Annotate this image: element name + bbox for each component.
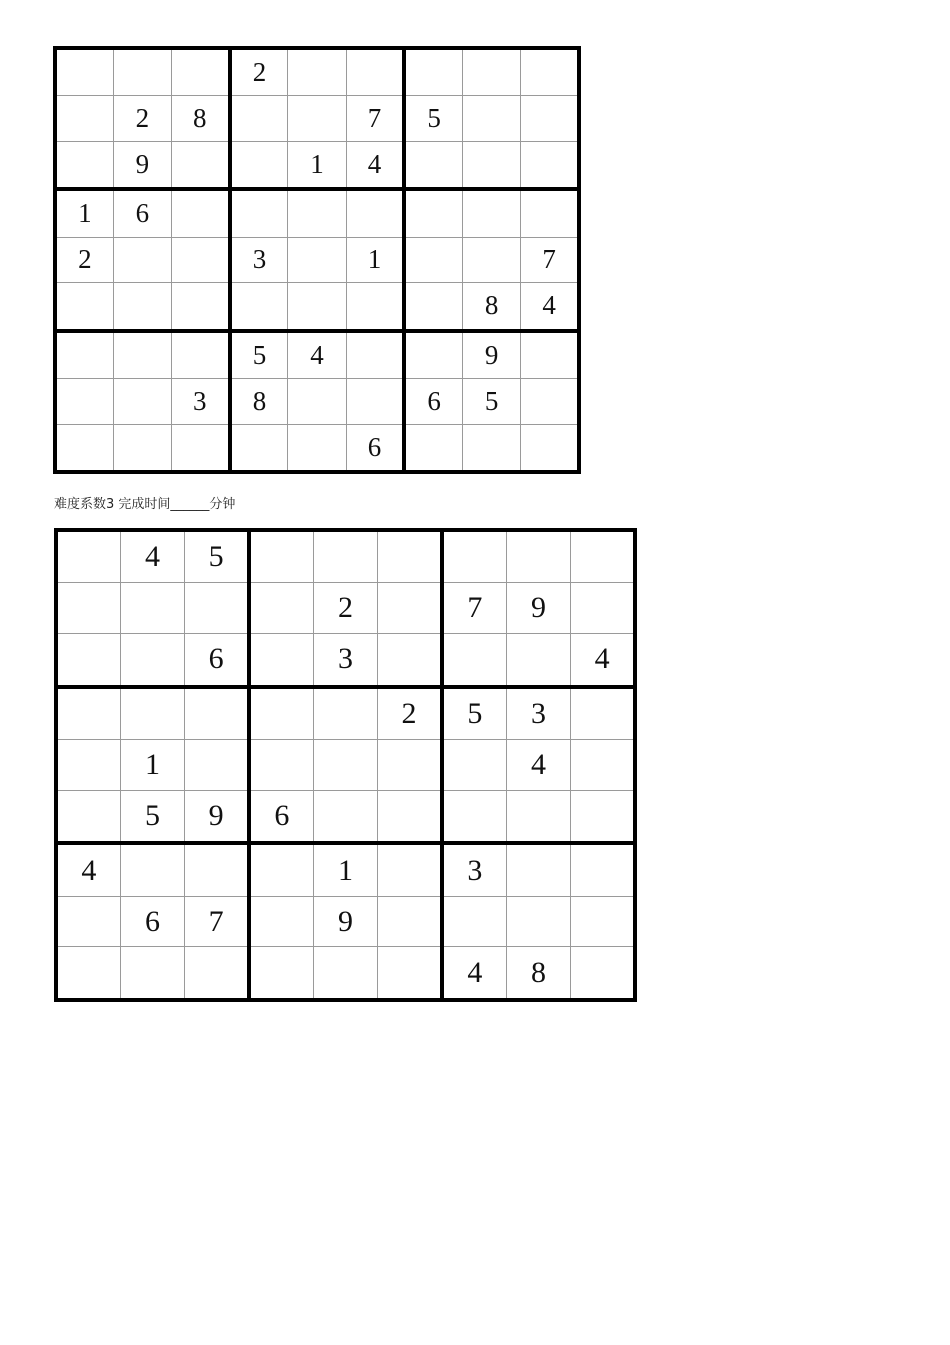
sudoku-cell xyxy=(55,283,113,331)
sudoku-cell xyxy=(56,583,120,634)
sudoku-cell xyxy=(113,48,171,96)
sudoku-cell: 4 xyxy=(442,947,506,1000)
sudoku-cell: 5 xyxy=(230,331,288,379)
sudoku-cell xyxy=(404,424,462,472)
sudoku-cell xyxy=(571,790,635,843)
sudoku-cell xyxy=(120,634,184,687)
sudoku-cell: 5 xyxy=(120,790,184,843)
sudoku-cell: 4 xyxy=(56,843,120,896)
sudoku-cell xyxy=(230,96,288,142)
sudoku-cell xyxy=(185,687,249,740)
sudoku-cell xyxy=(521,48,579,96)
sudoku-cell xyxy=(521,331,579,379)
sudoku-cell: 6 xyxy=(404,378,462,424)
sudoku-cell: 9 xyxy=(113,141,171,189)
sudoku-cell: 9 xyxy=(313,896,377,947)
sudoku-cell xyxy=(506,790,570,843)
sudoku-cell xyxy=(378,530,442,583)
sudoku-cell xyxy=(55,141,113,189)
sudoku-cell xyxy=(249,896,313,947)
sudoku-cell xyxy=(346,283,404,331)
sudoku-cell xyxy=(120,583,184,634)
sudoku-cell: 6 xyxy=(249,790,313,843)
sudoku-cell xyxy=(313,947,377,1000)
sudoku-row xyxy=(55,283,579,331)
sudoku-cell: 2 xyxy=(113,96,171,142)
sudoku-row xyxy=(56,790,635,843)
sudoku-cell: 2 xyxy=(55,237,113,283)
sudoku-cell xyxy=(185,947,249,1000)
sudoku-cell xyxy=(113,237,171,283)
sudoku-cell xyxy=(521,424,579,472)
sudoku-cell xyxy=(171,424,229,472)
sudoku-cell: 1 xyxy=(55,189,113,237)
sudoku-cell xyxy=(56,790,120,843)
sudoku-cell xyxy=(230,283,288,331)
sudoku-row xyxy=(55,237,579,283)
sudoku-cell: 7 xyxy=(442,583,506,634)
sudoku-cell xyxy=(404,189,462,237)
sudoku-cell xyxy=(346,48,404,96)
sudoku-grid-2 xyxy=(54,528,637,1002)
sudoku-cell xyxy=(113,378,171,424)
sudoku-cell xyxy=(249,530,313,583)
sudoku-cell: 8 xyxy=(463,283,521,331)
sudoku-cell xyxy=(249,843,313,896)
sudoku-cell: 7 xyxy=(346,96,404,142)
sudoku-cell xyxy=(56,740,120,791)
sudoku-cell xyxy=(313,740,377,791)
sudoku-cell: 9 xyxy=(463,331,521,379)
sudoku-cell xyxy=(120,947,184,1000)
sudoku-cell xyxy=(249,740,313,791)
sudoku-cell xyxy=(521,141,579,189)
sudoku-cell xyxy=(463,424,521,472)
sudoku-cell: 2 xyxy=(313,583,377,634)
sudoku-cell xyxy=(55,378,113,424)
sudoku-cell: 5 xyxy=(463,378,521,424)
sudoku-cell: 8 xyxy=(171,96,229,142)
sudoku-cell xyxy=(113,283,171,331)
sudoku-cell xyxy=(288,237,346,283)
sudoku-cell xyxy=(230,189,288,237)
sudoku-cell: 4 xyxy=(288,331,346,379)
sudoku-cell xyxy=(313,530,377,583)
sudoku-cell xyxy=(288,378,346,424)
sudoku-row xyxy=(55,331,579,379)
sudoku-cell xyxy=(346,189,404,237)
sudoku-cell xyxy=(404,331,462,379)
sudoku-cell xyxy=(442,896,506,947)
sudoku-cell xyxy=(378,790,442,843)
sudoku-cell xyxy=(442,530,506,583)
sudoku-cell: 8 xyxy=(230,378,288,424)
sudoku-row xyxy=(55,189,579,237)
sudoku-cell xyxy=(346,331,404,379)
sudoku-cell xyxy=(55,331,113,379)
sudoku-cell xyxy=(346,378,404,424)
sudoku-cell xyxy=(249,583,313,634)
sudoku-cell: 6 xyxy=(113,189,171,237)
sudoku-cell xyxy=(571,687,635,740)
sudoku-cell xyxy=(288,96,346,142)
sudoku-row xyxy=(56,740,635,791)
sudoku-cell: 1 xyxy=(120,740,184,791)
sudoku-row xyxy=(56,947,635,1000)
sudoku-cell xyxy=(230,424,288,472)
sudoku-cell xyxy=(404,237,462,283)
sudoku-cell xyxy=(249,947,313,1000)
sudoku-cell: 7 xyxy=(185,896,249,947)
sudoku-cell xyxy=(56,530,120,583)
sudoku-row xyxy=(56,583,635,634)
sudoku-row xyxy=(55,96,579,142)
sudoku-cell xyxy=(463,141,521,189)
sudoku-cell xyxy=(378,843,442,896)
sudoku-cell xyxy=(404,48,462,96)
sudoku-cell: 4 xyxy=(120,530,184,583)
sudoku-cell xyxy=(378,947,442,1000)
sudoku-cell xyxy=(171,189,229,237)
sudoku-cell: 6 xyxy=(346,424,404,472)
sudoku-cell xyxy=(313,687,377,740)
sudoku-cell: 7 xyxy=(521,237,579,283)
sudoku-cell xyxy=(378,583,442,634)
sudoku-row xyxy=(56,896,635,947)
sudoku-cell xyxy=(442,634,506,687)
sudoku-cell: 3 xyxy=(506,687,570,740)
sudoku-cell xyxy=(230,141,288,189)
sudoku-cell: 5 xyxy=(404,96,462,142)
sudoku-cell xyxy=(171,141,229,189)
sudoku-cell xyxy=(571,530,635,583)
sudoku-row xyxy=(56,687,635,740)
sudoku-cell xyxy=(313,790,377,843)
sudoku-cell xyxy=(56,634,120,687)
sudoku-cell: 2 xyxy=(230,48,288,96)
sudoku-cell xyxy=(571,947,635,1000)
sudoku-row xyxy=(55,424,579,472)
sudoku-cell xyxy=(404,141,462,189)
sudoku-cell: 4 xyxy=(521,283,579,331)
sudoku-row xyxy=(56,843,635,896)
sudoku-cell xyxy=(521,96,579,142)
sudoku-cell xyxy=(378,634,442,687)
sudoku-cell xyxy=(171,48,229,96)
sudoku-cell xyxy=(571,843,635,896)
sudoku-cell xyxy=(378,896,442,947)
sudoku-cell xyxy=(288,48,346,96)
sudoku-cell xyxy=(56,947,120,1000)
sudoku-row xyxy=(55,141,579,189)
sudoku-cell xyxy=(442,790,506,843)
sudoku-cell: 6 xyxy=(185,634,249,687)
sudoku-cell xyxy=(506,843,570,896)
sudoku-cell: 3 xyxy=(442,843,506,896)
sudoku-cell xyxy=(55,48,113,96)
sudoku-cell: 8 xyxy=(506,947,570,1000)
sudoku-cell xyxy=(571,896,635,947)
sudoku-cell: 3 xyxy=(171,378,229,424)
sudoku-row xyxy=(55,48,579,96)
sudoku-cell xyxy=(442,740,506,791)
sudoku-cell xyxy=(521,378,579,424)
sudoku-cell xyxy=(249,634,313,687)
sudoku-cell xyxy=(506,530,570,583)
sudoku-cell xyxy=(463,189,521,237)
sudoku-cell xyxy=(521,189,579,237)
sudoku-cell xyxy=(378,740,442,791)
sudoku-cell: 9 xyxy=(185,790,249,843)
sudoku-cell xyxy=(56,896,120,947)
sudoku-cell: 1 xyxy=(288,141,346,189)
sudoku-cell: 4 xyxy=(346,141,404,189)
sudoku-cell: 9 xyxy=(506,583,570,634)
sudoku-cell: 5 xyxy=(185,530,249,583)
sudoku-cell xyxy=(463,48,521,96)
sudoku-row xyxy=(56,634,635,687)
sudoku-cell xyxy=(185,583,249,634)
sudoku-cell: 6 xyxy=(120,896,184,947)
sudoku-cell: 3 xyxy=(313,634,377,687)
difficulty-caption: 难度系数3 完成时间______分钟 xyxy=(54,497,236,512)
sudoku-row xyxy=(55,378,579,424)
sudoku-cell xyxy=(55,96,113,142)
sudoku-row xyxy=(56,530,635,583)
sudoku-cell xyxy=(113,424,171,472)
sudoku-cell xyxy=(249,687,313,740)
sudoku-cell xyxy=(185,843,249,896)
sudoku-cell xyxy=(288,424,346,472)
sudoku-cell xyxy=(571,583,635,634)
sudoku-cell xyxy=(171,331,229,379)
sudoku-cell: 5 xyxy=(442,687,506,740)
sudoku-grid-1 xyxy=(53,46,581,474)
sudoku-cell xyxy=(171,283,229,331)
sudoku-cell: 3 xyxy=(230,237,288,283)
sudoku-cell xyxy=(55,424,113,472)
sudoku-cell xyxy=(120,843,184,896)
sudoku-cell: 4 xyxy=(571,634,635,687)
sudoku-cell xyxy=(506,634,570,687)
sudoku-cell xyxy=(463,96,521,142)
sudoku-cell xyxy=(404,283,462,331)
sudoku-cell: 1 xyxy=(313,843,377,896)
sudoku-cell: 1 xyxy=(346,237,404,283)
sudoku-cell xyxy=(56,687,120,740)
sudoku-cell xyxy=(120,687,184,740)
sudoku-cell xyxy=(185,740,249,791)
sudoku-cell xyxy=(288,189,346,237)
sudoku-cell xyxy=(171,237,229,283)
sudoku-cell xyxy=(571,740,635,791)
sudoku-cell xyxy=(288,283,346,331)
sudoku-cell xyxy=(463,237,521,283)
sudoku-cell: 2 xyxy=(378,687,442,740)
sudoku-cell xyxy=(506,896,570,947)
sudoku-cell: 4 xyxy=(506,740,570,791)
sudoku-cell xyxy=(113,331,171,379)
